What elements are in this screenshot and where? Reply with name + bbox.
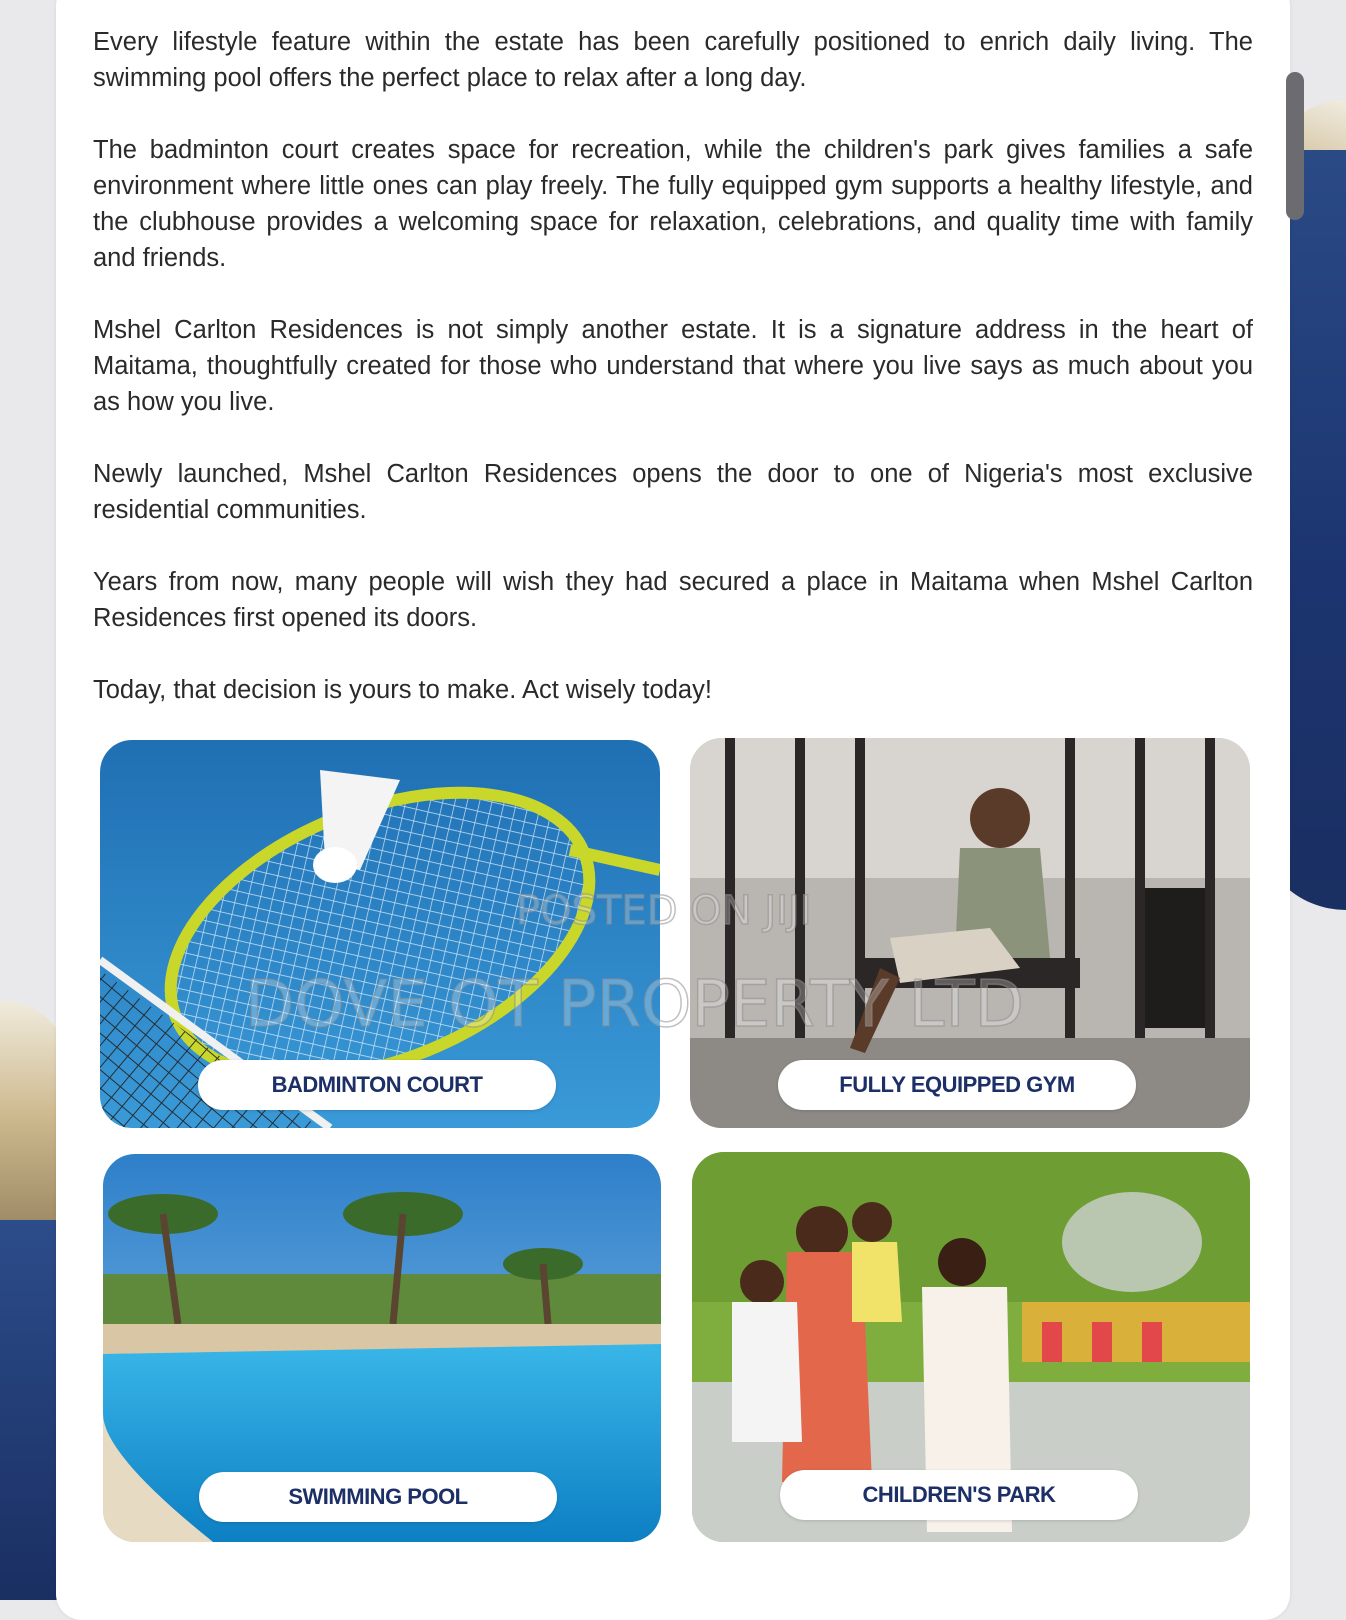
watermark-posted: POSTED ON JIJI — [516, 888, 812, 934]
amenity-card-pool — [103, 1154, 661, 1542]
childrens-park-label: CHILDREN'S PARK — [780, 1470, 1138, 1520]
watermark-company: DOVE OT PROPERTY LTD — [245, 968, 1024, 1042]
amenity-card-badminton — [100, 740, 660, 1128]
scrollbar-thumb[interactable] — [1286, 72, 1304, 220]
swimming-pool-label: SWIMMING POOL — [199, 1472, 557, 1522]
fully-equipped-gym-label: FULLY EQUIPPED GYM — [778, 1060, 1136, 1110]
body-text — [93, 24, 1253, 744]
paragraph-intro: Every lifestyle feature within the estate has been carefully positioned to enrich daily living. The swimming pool offers the perfect place to relax after a long day. — [93, 28, 1253, 92]
paragraph-call-to-action: Today, that decision is yours to make. Act wisely today! — [93, 676, 712, 704]
paragraph-launch: Newly launched, Mshel Carlton Residences opens the door to one of Nigeria's most exclusive residential communities. — [93, 460, 1253, 524]
paragraph-signature: Mshel Carlton Residences is not simply another estate. It is a signature address in the heart of Maitama, thoughtfully created for those who understand that where you live says as much about you as how you live. — [93, 316, 1253, 416]
amenity-card-park — [692, 1152, 1250, 1542]
paragraph-amenities: The badminton court creates space for recreation, while the children's park gives families a safe environment where little ones can play freely. The fully equipped gym supports a healthy lifestyle, and the clubhouse provides a welcoming space for relaxation, celebrations, and quality time with family and friends. — [93, 136, 1253, 272]
badminton-court-label: BADMINTON COURT — [198, 1060, 556, 1110]
paragraph-future: Years from now, many people will wish they had secured a place in Maitama when Mshel Carlton Residences first opened its doors. — [93, 568, 1253, 632]
